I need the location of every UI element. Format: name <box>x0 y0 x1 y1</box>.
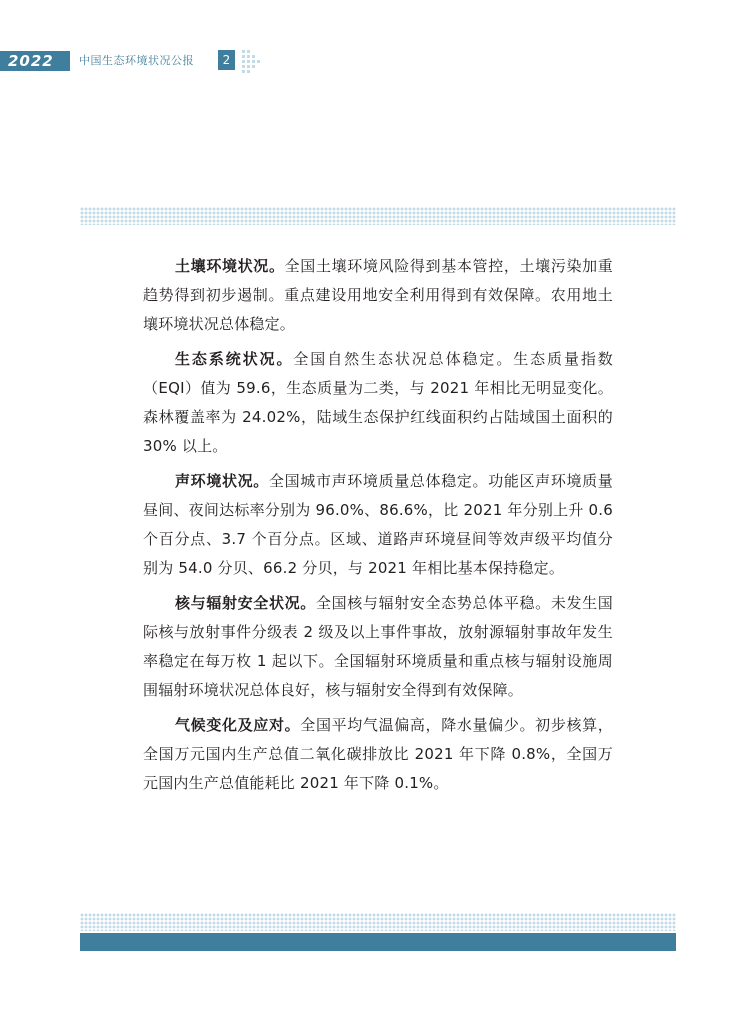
paragraph-text: 全国平均气温偏高，降水量偏少。初步核算，全国万元国内生产总值二氧化碳排放比 2021 年下降 0.8%，全国万元国内生产总值能耗比 2021 年下降 0.1%。 <box>143 716 613 792</box>
paragraph-noise <box>143 467 613 583</box>
page-number: 2 <box>218 50 235 70</box>
paragraph-heading: 生态系统状况。 <box>175 350 294 368</box>
paragraph-text: 全国自然生态状况总体稳定。生态质量指数（EQI）值为 59.6，生态质量为二类，与 2021 年相比无明显变化。森林覆盖率为 24.02%，陆域生态保护红线面积约占陆域国土面积的 30% 以上。 <box>143 350 613 455</box>
paragraph-climate <box>143 711 613 798</box>
paragraph-heading: 核与辐射安全状况。 <box>175 594 316 612</box>
paragraph-soil <box>143 252 613 339</box>
paragraph-heading: 土壤环境状况。 <box>175 257 285 275</box>
page-header <box>0 48 755 74</box>
paragraph-nuclear <box>143 589 613 705</box>
paragraph-text: 全国城市声环境质量总体稳定。功能区声环境质量昼间、夜间达标率分别为 96.0%、86.6%，比 2021 年分别上升 0.6 个百分点、3.7 个百分点。区域、道路声环境昼间等效声级平均值分别为 54.0 分贝、66.2 分贝，与 2021 年相比基本保持稳定。 <box>143 472 614 577</box>
header-dot-pattern <box>240 48 280 74</box>
paragraph-heading: 气候变化及应对。 <box>175 716 301 734</box>
paragraph-heading: 声环境状况。 <box>175 472 269 490</box>
report-body <box>143 252 613 804</box>
paragraph-ecosystem <box>143 345 613 461</box>
footer-bar <box>80 933 676 951</box>
header-year: 2022 <box>8 52 54 70</box>
bottom-dotted-band <box>80 913 676 931</box>
paragraph-text: 全国土壤环境风险得到基本管控，土壤污染加重趋势得到初步遏制。重点建设用地安全利用得到有效保障。农用地土壤环境状况总体稳定。 <box>143 257 614 333</box>
paragraph-text: 全国核与辐射安全态势总体平稳。未发生国际核与放射事件分级表 2 级及以上事件事故，放射源辐射事故年发生率稳定在每万枚 1 起以下。全国辐射环境质量和重点核与辐射设施周围辐射环境状况总体良好，核与辐射安全得到有效保障。 <box>143 594 613 699</box>
header-title: 中国生态环境状况公报 <box>79 54 194 67</box>
top-dotted-band <box>80 207 676 225</box>
